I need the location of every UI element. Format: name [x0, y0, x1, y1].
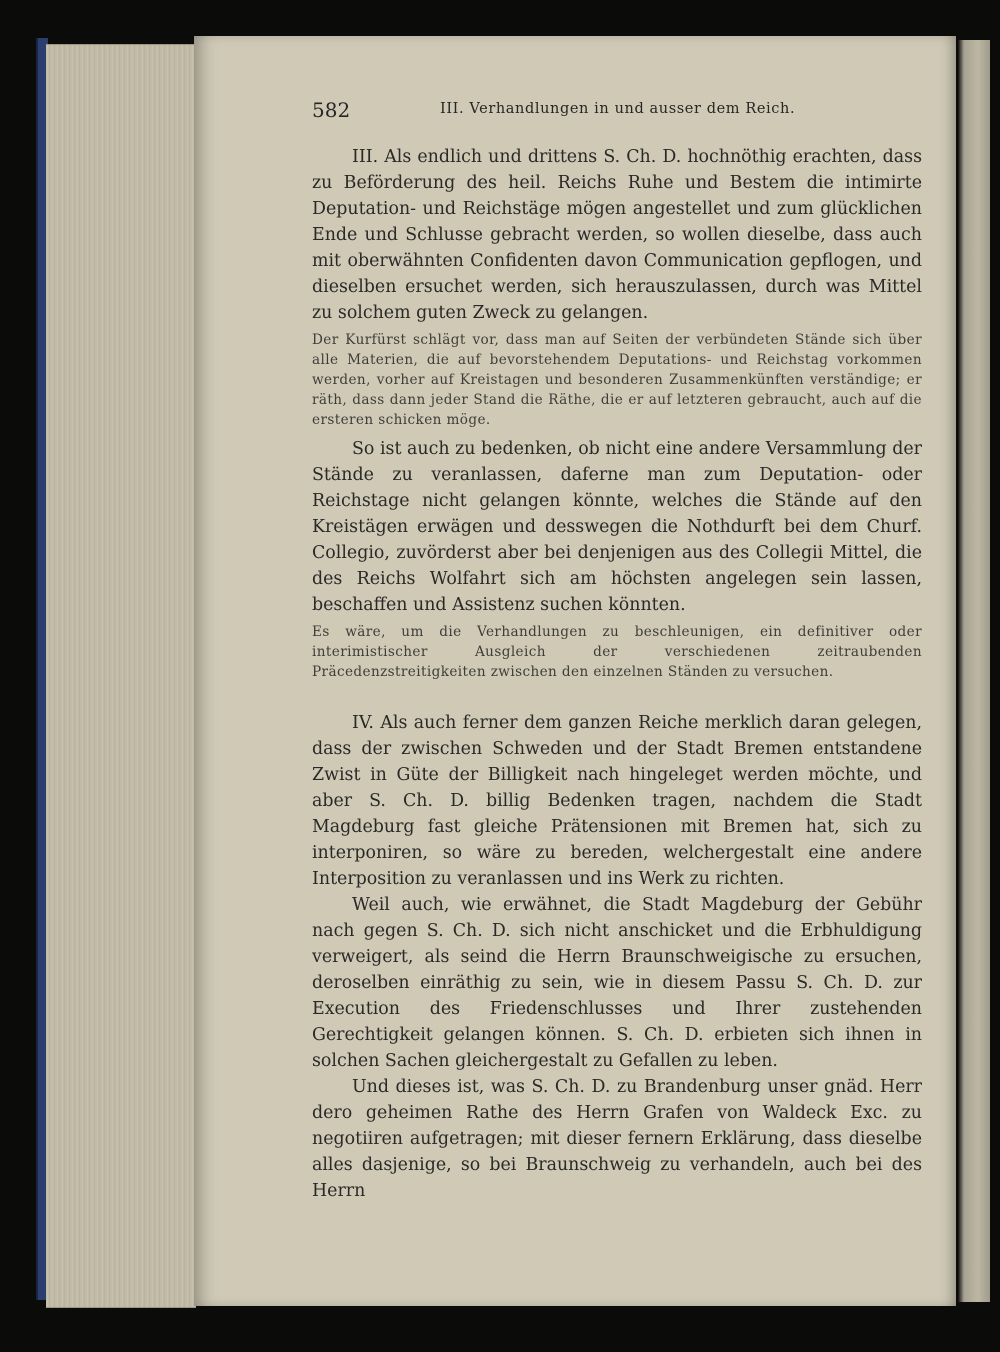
facing-page-edge	[958, 40, 990, 1302]
page-number: 582	[312, 98, 351, 122]
page-header	[312, 98, 932, 128]
page-stack-edge	[46, 44, 196, 1308]
note-paragraph: Es wäre, um die Verhandlungen zu beschleunigen, ein definitiver oder interimistischer Ausgleich der verschiedenen zeitraubenden Präcedenzstreitigkeiten zwischen den einzelnen Ständen zu versuchen.	[312, 624, 922, 680]
running-head: III. Verhandlungen in und ausser dem Reich.	[440, 101, 796, 117]
paragraph-III: III. Als endlich und drittens S. Ch. D. hochnöthig erachten, dass zu Beförderung des heil. Reichs Ruhe und Bestem die intimirte Deputation- und Reichstäge mögen angestellet und zum glücklichen Ende und Schlusse gebracht werden, so wollen dieselbe, dass auch mit oberwähnten Confidenten davon Communication gepflogen, und dieselben ersuchet werden, sich herauszulassen, durch was Mittel zu solchem guten Zweck zu gelangen.	[312, 147, 922, 323]
section-gap	[312, 688, 922, 710]
book-page	[194, 36, 956, 1306]
paragraph-IV: IV. Als auch ferner dem ganzen Reiche merklich daran gelegen, dass der zwischen Schweden und der Stadt Bremen entstandene Zwist in Güte der Billigkeit nach hingeleget werden möchte, und aber S. Ch. D. billig Bedenken tragen, nachdem die Stadt Magdeburg fast gleiche Prätensionen mit Bremen hat, sich zu interponiren, so wäre zu bereden, welchergestalt eine andere Interposition zu veranlassen und ins Werk zu richten.	[312, 713, 922, 889]
note-paragraph: Der Kurfürst schlägt vor, dass man auf Seiten der verbündeten Stände sich über alle Materien, die auf bevorstehendem Deputations- und Reichstag vorkommen werden, vorher auf Kreistagen und besonderen Zusammenkünften verständige; er räth, dass dann jeder Stand die Räthe, die er auf letzteren gebraucht, auch auf die ersteren schicken möge.	[312, 332, 922, 428]
paragraph-body: Und dieses ist, was S. Ch. D. zu Brandenburg unser gnäd. Herr dero geheimen Rathe des Herrn Grafen von Waldeck Exc. zu negotiiren aufgetragen; mit dieser fernern Erklärung, dass dieselbe alles dasjenige, so bei Braunschweig zu verhandeln, auch bei des Herrn	[312, 1077, 922, 1201]
paragraph-body: Weil auch, wie erwähnet, die Stadt Magdeburg der Gebühr nach gegen S. Ch. D. sich nicht anschicket und die Erbhuldigung verweigert, als seind die Herrn Braunschweigische zu ersuchen, deroselben einräthig zu sein, wie in diesem Passu S. Ch. D. zur Execution des Friedenschlusses und Ihrer zustehenden Gerechtigkeit gelangen können. S. Ch. D. erbieten sich ihnen in solchen Sachen gleichergestalt zu Gefallen zu leben.	[312, 895, 922, 1071]
paragraph-body: So ist auch zu bedenken, ob nicht eine andere Versammlung der Stände zu veranlassen, daferne man zum Deputation- oder Reichstage nicht gelangen könnte, welches die Stände auf den Kreistägen erwägen und desswegen die Nothdurft bei dem Churf. Collegio, zuvörderst aber bei denjenigen aus des Collegii Mittel, die des Reichs Wolfahrt sich am höchsten angelegen sein lassen, beschaffen und Assistenz suchen könnten.	[312, 439, 922, 615]
body-text	[312, 144, 922, 1204]
